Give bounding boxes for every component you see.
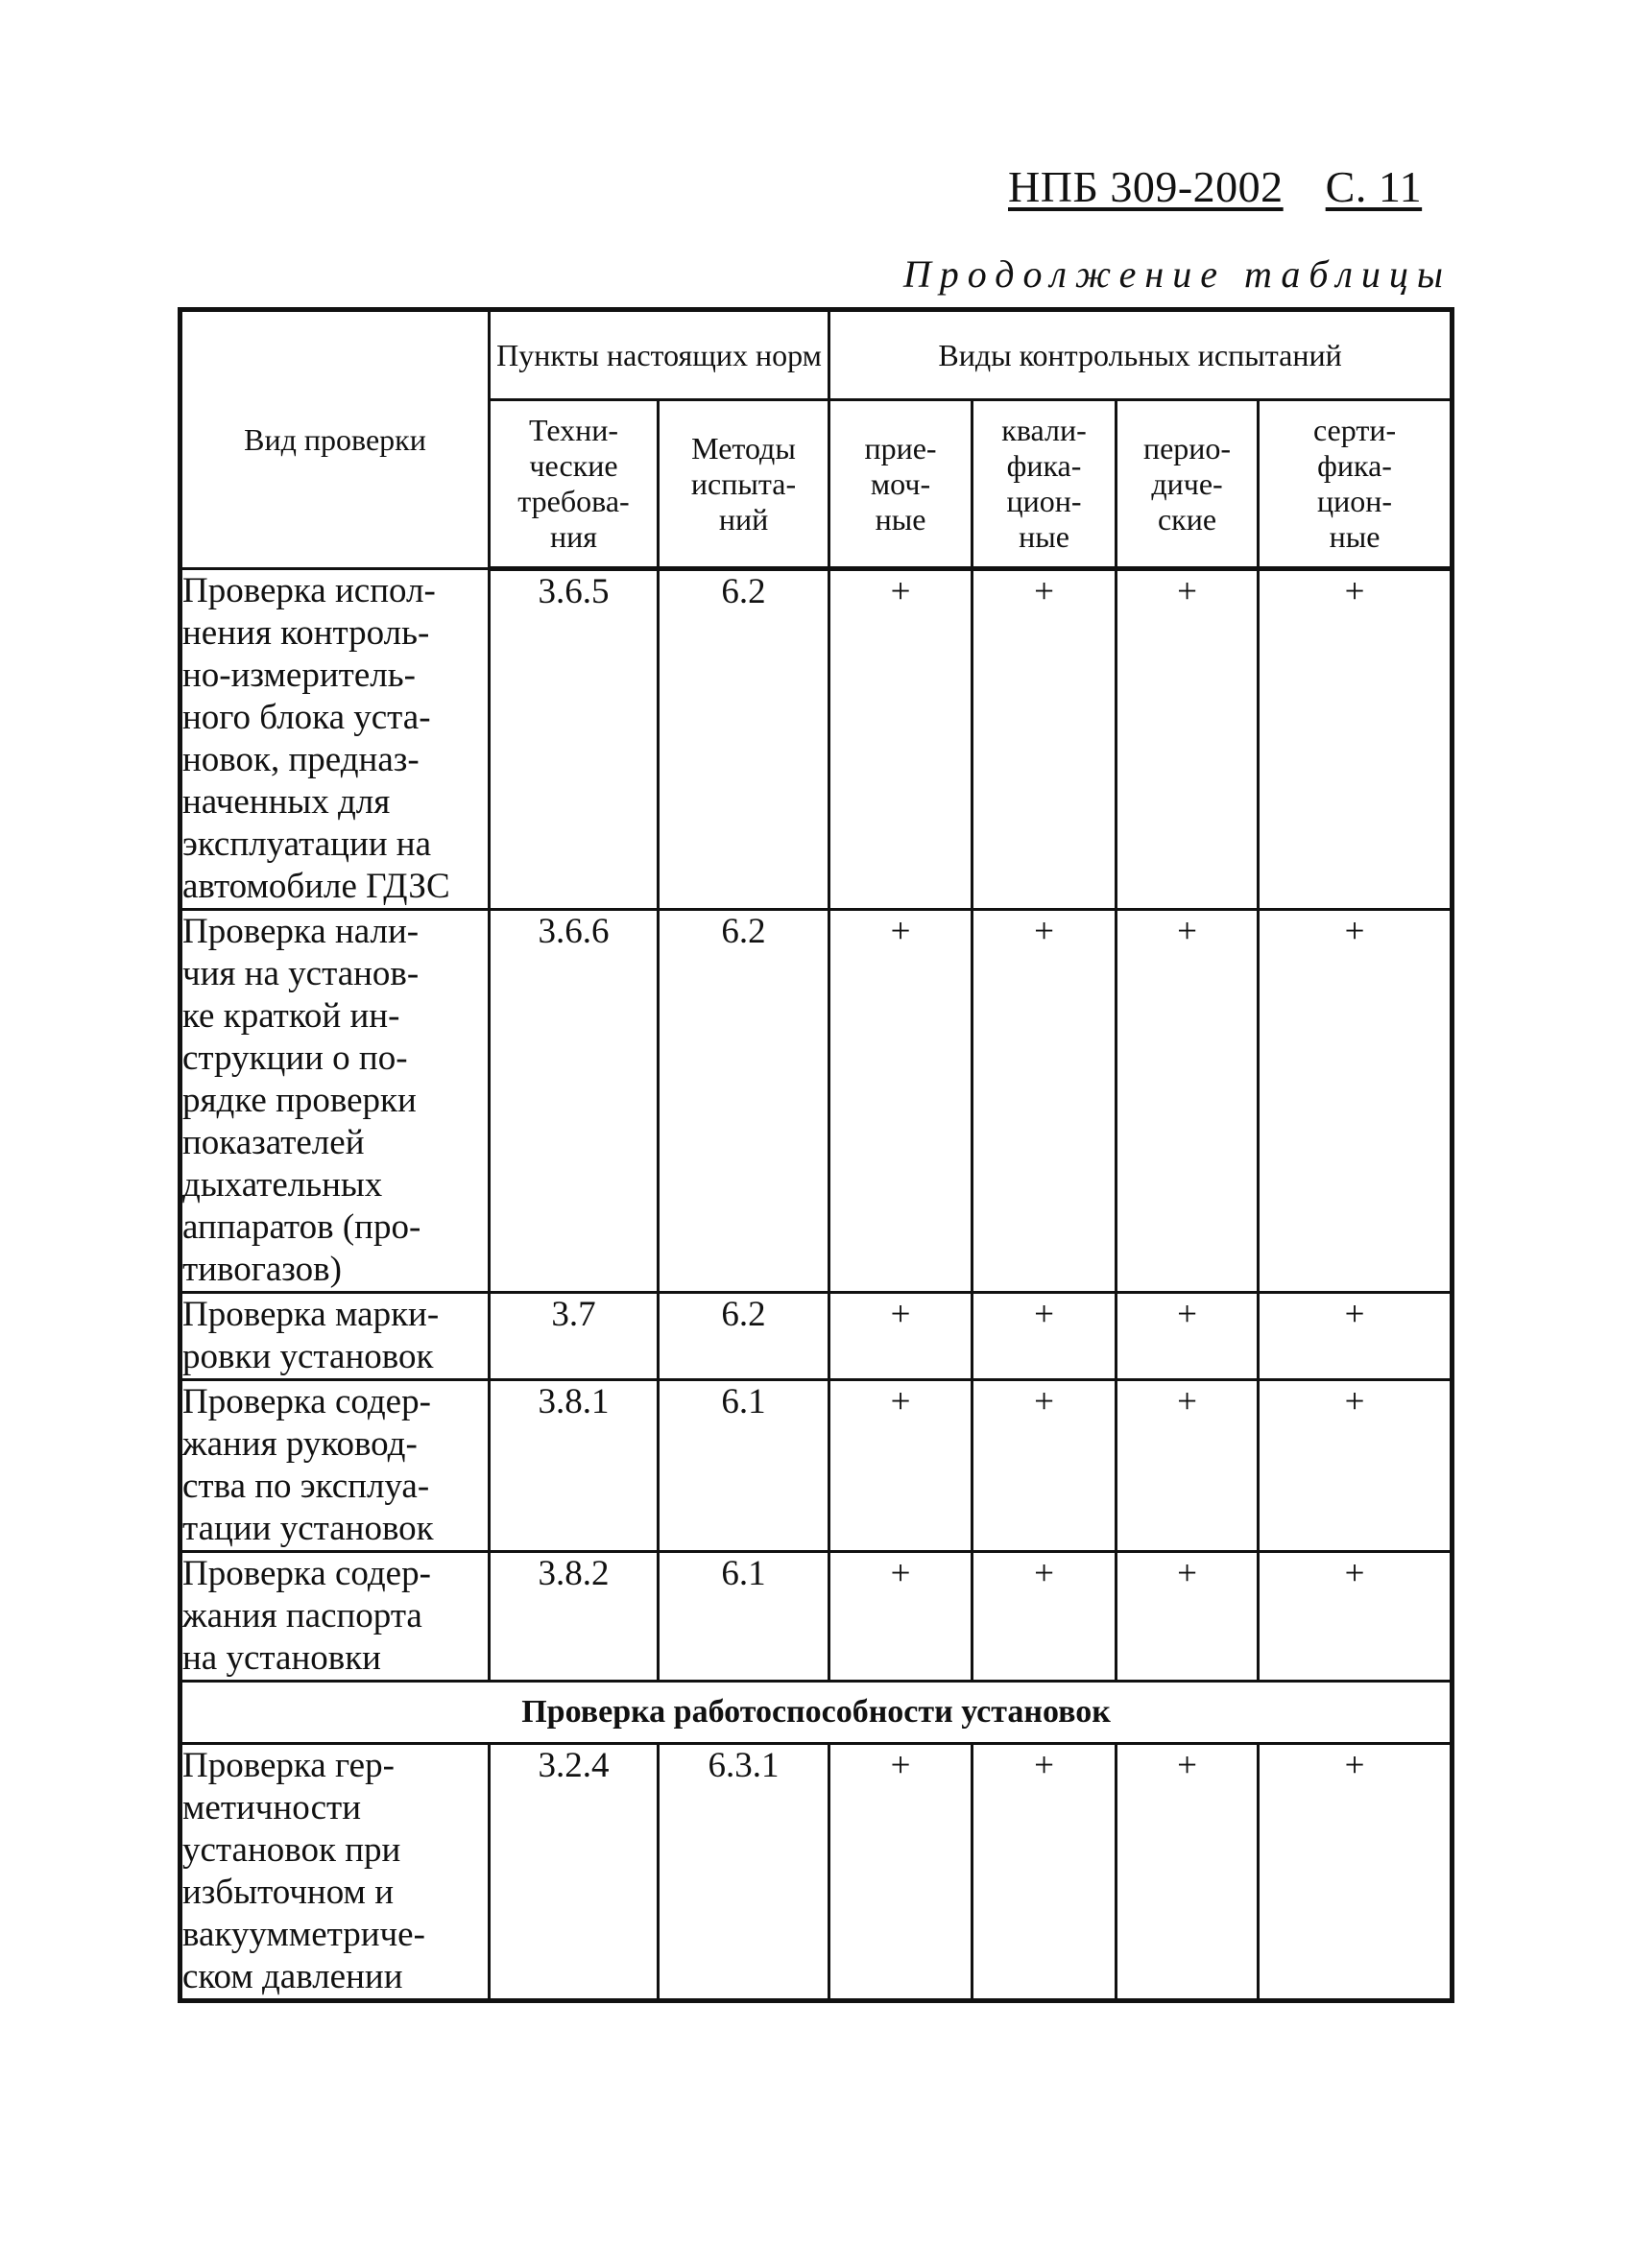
qualification-mark: + bbox=[973, 1744, 1117, 2001]
column-header-certification: серти- фика- цион- ные bbox=[1259, 400, 1453, 569]
periodic-mark: + bbox=[1117, 1380, 1259, 1552]
check-name-cell: Проверка содер- жания паспорта на установки bbox=[180, 1552, 490, 1682]
column-header-check-type: Вид проверки bbox=[180, 310, 490, 569]
qualification-mark: + bbox=[973, 1293, 1117, 1380]
header-row-top bbox=[180, 310, 1453, 400]
tech-requirement-cell: 3.8.2 bbox=[490, 1552, 659, 1682]
qualification-mark: + bbox=[973, 1552, 1117, 1682]
test-method-cell: 6.3.1 bbox=[659, 1744, 829, 2001]
section-title: Проверка работоспособности установок bbox=[180, 1682, 1453, 1744]
check-name-cell: Проверка гер- метичности установок при избыточном и вакуумметриче- ском давлении bbox=[180, 1744, 490, 2001]
page-header bbox=[1008, 161, 1450, 212]
tech-requirement-cell: 3.7 bbox=[490, 1293, 659, 1380]
qualification-mark: + bbox=[973, 569, 1117, 910]
table-row bbox=[180, 569, 1453, 910]
section-row bbox=[180, 1682, 1453, 1744]
periodic-mark: + bbox=[1117, 1552, 1259, 1682]
tech-requirement-cell: 3.2.4 bbox=[490, 1744, 659, 2001]
certification-mark: + bbox=[1259, 1552, 1453, 1682]
certification-mark: + bbox=[1259, 910, 1453, 1293]
periodic-mark: + bbox=[1117, 910, 1259, 1293]
tech-requirement-cell: 3.6.5 bbox=[490, 569, 659, 910]
check-name-cell: Проверка испол- нения контроль- но-измеритель- ного блока уста- новок, предназ- наченных для эксплуатации на автомобиле ГДЗС bbox=[180, 569, 490, 910]
check-name-cell: Проверка марки- ровки установок bbox=[180, 1293, 490, 1380]
check-name-cell: Проверка содер- жания руковод- ства по эксплуа- тации установок bbox=[180, 1380, 490, 1552]
test-method-cell: 6.1 bbox=[659, 1380, 829, 1552]
acceptance-mark: + bbox=[829, 1293, 973, 1380]
table-row bbox=[180, 910, 1453, 1293]
page-number: С. 11 bbox=[1325, 162, 1423, 211]
checks-table bbox=[178, 307, 1454, 2003]
periodic-mark: + bbox=[1117, 569, 1259, 910]
table-row bbox=[180, 1293, 1453, 1380]
acceptance-mark: + bbox=[829, 1552, 973, 1682]
column-header-periodic: перио- диче- ские bbox=[1117, 400, 1259, 569]
tech-requirement-cell: 3.8.1 bbox=[490, 1380, 659, 1552]
table-row bbox=[180, 1744, 1453, 2001]
column-header-acceptance: прие- моч- ные bbox=[829, 400, 973, 569]
acceptance-mark: + bbox=[829, 569, 973, 910]
acceptance-mark: + bbox=[829, 1744, 973, 2001]
qualification-mark: + bbox=[973, 1380, 1117, 1552]
periodic-mark: + bbox=[1117, 1744, 1259, 2001]
table-continuation-caption: Продолжение таблицы bbox=[902, 252, 1452, 296]
column-group-norm-points: Пункты настоящих норм bbox=[490, 310, 829, 400]
certification-mark: + bbox=[1259, 1380, 1453, 1552]
periodic-mark: + bbox=[1117, 1293, 1259, 1380]
test-method-cell: 6.2 bbox=[659, 1293, 829, 1380]
table-row bbox=[180, 1552, 1453, 1682]
certification-mark: + bbox=[1259, 1293, 1453, 1380]
column-header-test-methods: Методы испыта- ний bbox=[659, 400, 829, 569]
document-number: НПБ 309-2002 bbox=[1008, 162, 1284, 211]
check-name-cell: Проверка нали- чия на установ- ке краткой ин- струкции о по- рядке проверки показателей дыхательных аппаратов (про- тивогазов) bbox=[180, 910, 490, 1293]
test-method-cell: 6.1 bbox=[659, 1552, 829, 1682]
tech-requirement-cell: 3.6.6 bbox=[490, 910, 659, 1293]
qualification-mark: + bbox=[973, 910, 1117, 1293]
certification-mark: + bbox=[1259, 569, 1453, 910]
test-method-cell: 6.2 bbox=[659, 910, 829, 1293]
table-row bbox=[180, 1380, 1453, 1552]
acceptance-mark: + bbox=[829, 910, 973, 1293]
column-group-test-types: Виды контрольных испытаний bbox=[829, 310, 1453, 400]
certification-mark: + bbox=[1259, 1744, 1453, 2001]
acceptance-mark: + bbox=[829, 1380, 973, 1552]
column-header-tech-requirements: Техни- ческие требова- ния bbox=[490, 400, 659, 569]
column-header-qualification: квали- фика- цион- ные bbox=[973, 400, 1117, 569]
test-method-cell: 6.2 bbox=[659, 569, 829, 910]
